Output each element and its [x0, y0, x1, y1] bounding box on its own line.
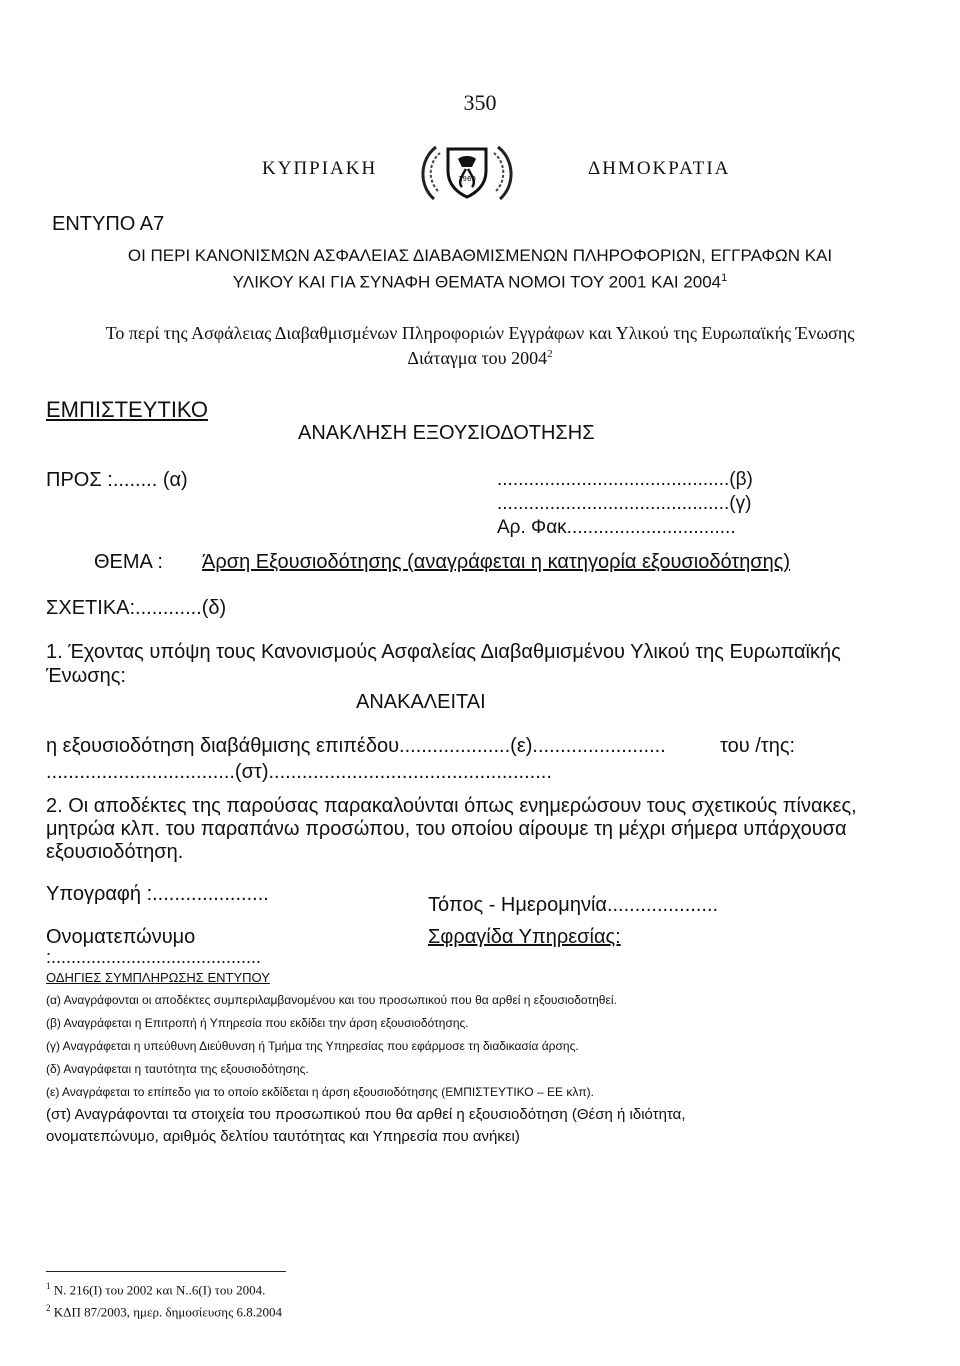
instruction-st-line-1: (στ) Αναγράφονται τα στοιχεία του προσωπικού που θα αρθεί η εξουσιοδότηση (Θέση ή ιδιότητα, — [46, 1106, 686, 1123]
file-reference-field: Αρ. Φακ................................ — [497, 517, 736, 538]
paragraph-1-line-2: Ένωσης: — [46, 665, 126, 687]
regulation-title-line-1: Το περί της Ασφάλειας Διαβαθμισμένων Πληροφοριών Εγγράφων και Υλικού της Ευρωπαϊκής Ένωσης — [105, 323, 855, 343]
recipient-field-g: ............................................(γ) — [497, 493, 752, 514]
related-field: ΣΧΕΤΙΚΑ:............(δ) — [46, 597, 227, 619]
svg-text:1960: 1960 — [458, 175, 476, 183]
law-title-line-2: ΥΛΙΚΟΥ ΚΑΙ ΓΙΑ ΣΥΝΑΦΗ ΘΕΜΑΤΑ ΝΟΜΟΙ ΤΟΥ 2001 ΚΑΙ 2004$^1$ — [232, 272, 728, 292]
footnote-marker-2: 2 — [547, 348, 553, 360]
recipient-field-b: ............................................(β) — [497, 469, 753, 490]
law-title-line-1: ΟΙ ΠΕΡΙ ΚΑΝΟΝΙΣΜΩΝ ΑΣΦΑΛΕΙΑΣ ΔΙΑΒΑΘΜΙΣΜΕΝΩΝ ΠΛΗΡΟΦΟΡΙΩΝ, ΕΓΓΡΑΦΩΝ ΚΑΙ — [127, 246, 833, 265]
form-identifier: ΕΝΤΥΠΟ Α7 — [52, 213, 165, 235]
header-republic-left: ΚΥΠΡΙΑΚΗ — [262, 158, 378, 179]
document-title: ΑΝΑΚΛΗΣΗ ΕΞΟΥΣΙΟΔΟΤΗΣΗΣ — [298, 422, 595, 444]
instruction-g: (γ) Αναγράφεται η υπεύθυνη Διεύθυνση ή Τμήμα της Υπηρεσίας που εφάρμοσε τη διαδικασία άρσης. — [46, 1039, 579, 1053]
place-date-field: Τόπος - Ημερομηνία.................... — [428, 894, 719, 916]
page-number: 350 — [463, 90, 497, 115]
revocation-heading: ΑΝΑΚΑΛΕΙΤΑΙ — [356, 691, 486, 713]
header-republic-right: ΔΗΜΟΚΡΑΤΙΑ — [588, 158, 731, 179]
signature-field: Υπογραφή :..................... — [46, 883, 269, 905]
instruction-b: (β) Αναγράφεται η Επιτροπή ή Υπηρεσία που εκδίδει την άρση εξουσιοδότησης. — [46, 1016, 469, 1030]
full-name-field: :.......................................... — [46, 947, 262, 967]
instruction-a: (α) Αναγράφονται οι αποδέκτες συμπεριλαμβανομένου και του προσωπικού που θα αρθεί η εξουσιοδοτηθεί. — [46, 993, 617, 1007]
regulation-title-line-2: Διάταγμα του 2004$^2$ — [407, 348, 553, 368]
paragraph-1-line-1: 1. Έχοντας υπόψη τους Κανονισμούς Ασφαλείας Διαβαθμισμένου Υλικού της Ευρωπαϊκής — [46, 641, 841, 663]
footnote-1: $^1$ Ν. 216(Ι) του 2002 και Ν..6(Ι) του 2004. — [46, 1281, 266, 1298]
classification-label: ΕΜΠΙΣΤΕΥΤΙΚΟ — [46, 397, 209, 422]
footnote-divider — [46, 1271, 286, 1272]
paragraph-2-line-3: εξουσιοδότηση. — [46, 841, 184, 863]
clearance-holder-label: του /της: — [720, 735, 796, 757]
recipient-to-field: ΠΡΟΣ :........ (α) — [46, 469, 188, 491]
coat-of-arms-emblem — [414, 141, 520, 203]
clearance-level-line: η εξουσιοδότηση διαβάθμισης επιπέδου....................(ε)........................ — [46, 735, 666, 757]
footnote-2: $^2$ ΚΔΠ 87/2003, ημερ. δημοσίευσης 6.8.2004 — [46, 1303, 282, 1320]
footnote-marker-1: 1 — [721, 272, 728, 284]
paragraph-2-line-1: 2. Οι αποδέκτες της παρούσας παρακαλούνται όπως ενημερώσουν τους σχετικούς πίνακες, — [46, 795, 857, 817]
subject-value: Άρση Εξουσιοδότησης (αναγράφεται η κατηγορία εξουσιοδότησης) — [202, 551, 791, 573]
instruction-d: (δ) Αναγράφεται η ταυτότητα της εξουσιοδότησης. — [46, 1062, 309, 1076]
instruction-st-line-2: ονοματεπώνυμο, αριθμός δελτίου ταυτότητας και Υπηρεσία που ανήκει) — [46, 1128, 520, 1145]
full-name-label: Ονοματεπώνυμο — [46, 926, 196, 948]
service-seal-label: Σφραγίδα Υπηρεσίας: — [428, 926, 621, 948]
instructions-title: ΟΔΗΓΙΕΣ ΣΥΜΠΛΗΡΩΣΗΣ ΕΝΤΥΠΟΥ — [46, 970, 270, 985]
subject-label: ΘΕΜΑ : — [94, 551, 163, 573]
personnel-details-line: ..................................(στ)................................................... — [46, 761, 552, 783]
instruction-e: (ε) Αναγράφεται το επίπεδο για το οποίο εκδίδεται η άρση εξουσιοδότησης (ΕΜΠΙΣΤΕΥΤΙΚΟ – ΕΕ κλπ). — [46, 1085, 594, 1099]
paragraph-2-line-2: μητρώα κλπ. του παραπάνω προσώπου, του οποίου αίρουμε τη μέχρι σήμερα υπάρχουσα — [46, 818, 847, 840]
